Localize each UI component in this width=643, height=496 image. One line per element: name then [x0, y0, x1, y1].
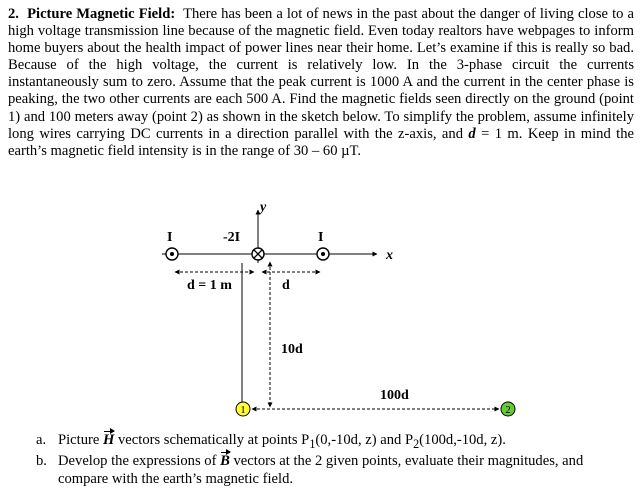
- wire-right: [317, 248, 329, 260]
- d-symbol: d: [468, 125, 476, 142]
- y-axis-label: y: [260, 200, 267, 215]
- p2-subscript: 2: [413, 436, 420, 451]
- d-value: = 1 m.: [475, 125, 523, 142]
- part-b-label: b.: [36, 453, 47, 470]
- problem-text: There has been a lot of news in the past about the danger of living close to a high voltage transmission line because of the magnetic field. Even today realtors have webpages to inform home buyers about the health impact of power lines near their home. Let’s examine if this is really so bad. Because of the high voltage, the current is relatively low. In the 3-phase circuit the currents instantaneously sum to zero. Assume that the peak current is 1000 A and the current in the center phase is peaking, the two other currents are each 500 A. Find the magnetic fields seen directly on the ground (point 1) and 100 meters away (point 2) as shown in the sketch below. To simplify the problem, assume infinitely long wires carrying DC currents in a direction parallel with the z-axis, and: [8, 6, 634, 142]
- point-2-label: 2: [505, 404, 511, 416]
- wire-right-label: I: [318, 230, 324, 245]
- height-label: 10d: [281, 342, 303, 357]
- wire-left: [166, 248, 178, 260]
- part-a-text-2: vectors schematically at points P: [114, 432, 310, 448]
- p1-subscript: 1: [309, 436, 316, 451]
- wire-center-label: -2I: [223, 230, 241, 245]
- part-a: [36, 432, 636, 453]
- b-vector-symbol: B: [220, 453, 230, 470]
- problem-paragraph: 2. Picture Magnetic Field: There has been a lot of news in the past about the danger of living close to a high voltage transmission line because of the magnetic field. Even today realtors have webpages to inform home buyers about the health impact of power lines near their home. Let’s examine if this is really so bad. Because of the high voltage, the current is relatively low. In the 3-phase circuit the currents instantaneously sum to zero. Assume that the peak current is 1000 A and the current in the center phase is peaking, the two other currents are each 500 A. Find the magnetic fields seen directly on the ground (point 1) and 100 meters away (point 2) as shown in the sketch below. To simplify the problem, assume infinitely long wires carrying DC currents in a direction parallel with the z-axis, and d = 1 m. Keep in mind the earth’s magnetic field intensity is in the range of 30 – 60 µT.: [8, 6, 634, 159]
- problem-text-end: Keep in mind the earth’s magnetic field intensity is in the range of 30 – 60 µT.: [8, 125, 634, 159]
- spacing-label: d = 1 m: [187, 278, 232, 293]
- part-a-text-3: (0,-10d, z) and P: [315, 432, 414, 448]
- part-b-text-2: vectors at the 2 given points, evaluate their magnitudes, and compare with the earth’s magnetic field.: [58, 453, 584, 487]
- wire-center: [252, 248, 264, 260]
- spacing-label-right: d: [282, 278, 290, 293]
- h-vector-symbol: H: [103, 432, 115, 448]
- part-b-text-1: Develop the expressions of: [58, 453, 221, 470]
- problem-title: Picture Magnetic Field: [27, 6, 171, 22]
- x-axis-label: x: [386, 248, 393, 263]
- problem-number: 2.: [8, 6, 19, 22]
- part-a-text-4: (100d,-10d, z).: [419, 432, 506, 448]
- point-1-label: 1: [240, 404, 246, 416]
- distance-label: 100d: [380, 388, 409, 403]
- part-b: [36, 453, 636, 488]
- part-a-label: a.: [36, 432, 47, 448]
- sub-questions: [36, 432, 636, 488]
- wire-left-label: I: [167, 230, 173, 245]
- part-a-text-1: Picture: [58, 432, 103, 448]
